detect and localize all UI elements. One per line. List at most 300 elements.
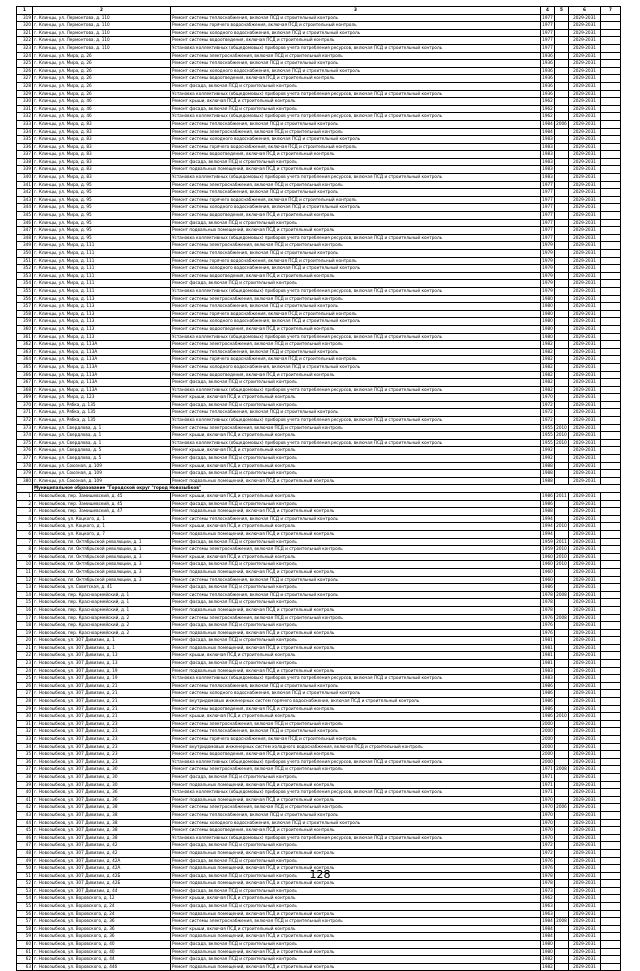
table-row — [17, 857, 621, 865]
cell-address: г. Новозыбков, ул. 307 Дивизии, д. 23 — [33, 736, 171, 744]
cell-work-type: Ремонт подвальных помещений, включая ПСД и строительный контроль — [171, 606, 541, 614]
cell-address: г. Новозыбков, ул. 307 Дивизии, д. 30 — [33, 781, 171, 789]
table-row — [17, 713, 621, 721]
table-row — [17, 948, 621, 956]
cell-row-number: 60 — [17, 941, 33, 949]
cell-work-type: Ремонт фасада, включая ПСД и строительный контроль — [171, 219, 541, 227]
cell-period: 2029-2031 — [569, 394, 601, 402]
table-row — [17, 667, 621, 675]
cell-period: 2029-2031 — [569, 386, 601, 394]
table-row — [17, 29, 621, 37]
table-row — [17, 44, 621, 52]
cell-year-renovated — [555, 629, 569, 637]
cell-row-number: 61 — [17, 948, 33, 956]
cell-year-built: 1936 — [541, 52, 555, 60]
table-row — [17, 477, 621, 485]
cell-address: г. Новозыбков, ул. Советская, д. 41 — [33, 584, 171, 592]
cell-note — [601, 622, 621, 630]
cell-year-built: 1977 — [541, 196, 555, 204]
cell-period: 2029-2031 — [569, 682, 601, 690]
cell-address: г. Клинцы, ул. Мира, д. 95 — [33, 219, 171, 227]
cell-work-type: Установка коллективных (общедомовых) приборов учета потребления ресурсов, включая ПСД и строительный контроль — [171, 234, 541, 242]
table-row — [17, 614, 621, 622]
cell-year-built: 1979 — [541, 250, 555, 258]
cell-work-type: Ремонт системы холодного водоснабжения, включая ПСД и строительный контроль — [171, 265, 541, 273]
cell-row-number: 19 — [17, 629, 33, 637]
cell-note — [601, 250, 621, 258]
table-row — [17, 204, 621, 212]
cell-work-type: Ремонт подвальных помещений, включая ПСД и строительный контроль — [171, 530, 541, 538]
cell-period: 2029-2031 — [569, 82, 601, 90]
cell-note — [601, 272, 621, 280]
cell-row-number: 341 — [17, 181, 33, 189]
cell-year-renovated — [555, 736, 569, 744]
cell-row-number: 374 — [17, 432, 33, 440]
cell-address: г. Клинцы, ул. Лермонтова, д. 110 — [33, 37, 171, 45]
table-row — [17, 827, 621, 835]
cell-year-renovated — [555, 143, 569, 151]
cell-work-type: Ремонт фасада, включая ПСД и строительный контроль — [171, 105, 541, 113]
cell-address: г. Новозыбков, ул. Воровского, д. 24 — [33, 903, 171, 911]
cell-period: 2029-2031 — [569, 439, 601, 447]
cell-address: г. Клинцы, ул. Мира, д. 111 — [33, 257, 171, 265]
cell-year-renovated — [555, 287, 569, 295]
cell-work-type: Установка коллективных (общедомовых) приборов учета потребления ресурсов, включая ПСД и строительный контроль — [171, 113, 541, 121]
table-row — [17, 22, 621, 30]
cell-row-number: 364 — [17, 356, 33, 364]
cell-note — [601, 948, 621, 956]
cell-note — [601, 956, 621, 964]
cell-note — [601, 325, 621, 333]
cell-row-number: 12 — [17, 576, 33, 584]
cell-work-type: Установка коллективных (общедомовых) приборов учета потребления ресурсов, включая ПСД и строительный контроль — [171, 287, 541, 295]
cell-note — [601, 546, 621, 554]
cell-work-type: Ремонт системы электроснабжения, включая ПСД и строительный контроль — [171, 181, 541, 189]
cell-year-renovated: 2006 — [555, 120, 569, 128]
cell-work-type: Ремонт фасада, включая ПСД и строительный контроль — [171, 379, 541, 387]
cell-work-type: Установка коллективных (общедомовых) приборов учета потребления ресурсов, включая ПСД и строительный контроль — [171, 834, 541, 842]
cell-period: 2029-2031 — [569, 318, 601, 326]
cell-period: 2029-2031 — [569, 941, 601, 949]
cell-year-renovated — [555, 250, 569, 258]
cell-period: 2029-2031 — [569, 325, 601, 333]
cell-work-type: Ремонт подвальных помещений, включая ПСД и строительный контроль — [171, 948, 541, 956]
cell-work-type: Ремонт подвальных помещений, включая ПСД и строительный контроль — [171, 963, 541, 971]
cell-row-number: 321 — [17, 29, 33, 37]
cell-note — [601, 394, 621, 402]
cell-address: г. Клинцы, ул. Мира, д. 113А — [33, 341, 171, 349]
cell-address: г. Новозыбков, ул. Воровского, д. 44 — [33, 956, 171, 964]
cell-address: г. Новозыбков, ул. Воровского, д. 40 — [33, 941, 171, 949]
cell-note — [601, 933, 621, 941]
cell-work-type: Ремонт подвальных помещений, включая ПСД и строительный контроль — [171, 477, 541, 485]
cell-row-number: 25 — [17, 675, 33, 683]
cell-row-number: 43 — [17, 811, 33, 819]
cell-row-number: 59 — [17, 933, 33, 941]
cell-work-type: Ремонт системы теплоснабжения, включая ПСД и строительный контроль — [171, 811, 541, 819]
cell-year-built: 1977 — [541, 181, 555, 189]
cell-work-type: Ремонт системы горячего водоснабжения, включая ПСД и строительный контроль — [171, 736, 541, 744]
cell-note — [601, 728, 621, 736]
cell-row-number: 58 — [17, 925, 33, 933]
cell-note — [601, 417, 621, 425]
cell-note — [601, 189, 621, 197]
cell-period: 2029-2031 — [569, 432, 601, 440]
cell-note — [601, 698, 621, 706]
header-row — [17, 7, 621, 15]
cell-year-renovated: 2010 — [555, 553, 569, 561]
cell-work-type: Ремонт внутридомовых инженерных систем холодного водоснабжения, включая ПСД и строительный контроль — [171, 743, 541, 751]
cell-year-built: 1988 — [541, 477, 555, 485]
cell-period: 2029-2031 — [569, 705, 601, 713]
cell-row-number: 377 — [17, 455, 33, 463]
cell-year-renovated — [555, 819, 569, 827]
cell-work-type: Ремонт системы электроснабжения, включая ПСД и строительный контроль — [171, 341, 541, 349]
cell-row-number: 324 — [17, 52, 33, 60]
table-row — [17, 75, 621, 83]
cell-period: 2029-2031 — [569, 789, 601, 797]
cell-note — [601, 242, 621, 250]
cell-note — [601, 538, 621, 546]
cell-row-number: 349 — [17, 242, 33, 250]
cell-year-renovated — [555, 37, 569, 45]
table-row — [17, 561, 621, 569]
cell-note — [601, 637, 621, 645]
cell-year-renovated — [555, 743, 569, 751]
table-row — [17, 212, 621, 220]
cell-address: г. Новозыбков, пер. Красноармейский, д. 1 — [33, 606, 171, 614]
cell-year-built: 1986 — [541, 682, 555, 690]
table-row — [17, 82, 621, 90]
cell-year-built: 1979 — [541, 287, 555, 295]
table-row — [17, 447, 621, 455]
cell-address: г. Новозыбков, пер. Красноармейский, д. 1 — [33, 591, 171, 599]
cell-work-type: Ремонт системы электроснабжения, включая ПСД и строительный контроль — [171, 424, 541, 432]
cell-note — [601, 743, 621, 751]
cell-year-renovated — [555, 508, 569, 516]
cell-year-built: 1977 — [541, 212, 555, 220]
cell-row-number: 30 — [17, 713, 33, 721]
header-cell: 6 — [569, 7, 601, 15]
cell-note — [601, 90, 621, 98]
cell-row-number: 361 — [17, 333, 33, 341]
cell-note — [601, 105, 621, 113]
cell-work-type: Ремонт подвальных помещений, включая ПСД и строительный контроль — [171, 796, 541, 804]
cell-period: 2029-2031 — [569, 424, 601, 432]
cell-year-renovated — [555, 113, 569, 121]
cell-year-renovated — [555, 401, 569, 409]
cell-period: 2029-2031 — [569, 287, 601, 295]
table-row — [17, 781, 621, 789]
cell-year-renovated — [555, 599, 569, 607]
cell-note — [601, 52, 621, 60]
cell-year-built: 1963 — [541, 910, 555, 918]
cell-year-renovated: 2010 — [555, 424, 569, 432]
cell-year-renovated — [555, 29, 569, 37]
cell-address: г. Новозыбков, ул. Воровского, д. 24 — [33, 910, 171, 918]
cell-period: 2029-2031 — [569, 728, 601, 736]
cell-year-built: 1980 — [541, 325, 555, 333]
cell-year-built: 1955 — [541, 439, 555, 447]
table-row — [17, 910, 621, 918]
cell-address: г. Клинцы, ул. Мира, д. 113 — [33, 303, 171, 311]
cell-address: г. Новозыбков, ул. 307 Дивизии, д. 23 — [33, 751, 171, 759]
cell-note — [601, 143, 621, 151]
cell-address: г. Клинцы, ул. Мира, д. 111 — [33, 250, 171, 258]
cell-period: 2029-2031 — [569, 417, 601, 425]
cell-address: г. Клинцы, ул. Свердлова, д. 1 — [33, 432, 171, 440]
cell-work-type: Установка коллективных (общедомовых) приборов учета потребления ресурсов, включая ПСД и строительный контроль — [171, 44, 541, 52]
cell-year-built: 1983 — [541, 675, 555, 683]
cell-row-number: 26 — [17, 682, 33, 690]
cell-address: г. Клинцы, ул. Мира, д. 111 — [33, 287, 171, 295]
cell-row-number: 20 — [17, 637, 33, 645]
cell-year-renovated — [555, 470, 569, 478]
cell-address: г. Клинцы, ул. Мира, д. 46 — [33, 113, 171, 121]
cell-work-type: Ремонт фасада, включая ПСД и строительный контроль — [171, 280, 541, 288]
cell-period: 2029-2031 — [569, 591, 601, 599]
cell-note — [601, 166, 621, 174]
cell-row-number: 41 — [17, 796, 33, 804]
cell-period: 2029-2031 — [569, 44, 601, 52]
cell-period: 2029-2031 — [569, 781, 601, 789]
table-row — [17, 553, 621, 561]
table-row — [17, 143, 621, 151]
cell-year-renovated — [555, 728, 569, 736]
cell-year-renovated — [555, 834, 569, 842]
cell-row-number: 355 — [17, 287, 33, 295]
cell-period: 2029-2031 — [569, 158, 601, 166]
cell-address: г. Новозыбков, пер. Красноармейский, д. 2 — [33, 622, 171, 630]
cell-address: г. Новозыбков, ул. Воровского, д. 12 — [33, 895, 171, 903]
cell-work-type: Ремонт системы теплоснабжения, включая ПСД и строительный контроль — [171, 348, 541, 356]
table-row — [17, 842, 621, 850]
cell-note — [601, 781, 621, 789]
cell-year-renovated — [555, 204, 569, 212]
cell-row-number: 42 — [17, 804, 33, 812]
cell-note — [601, 834, 621, 842]
cell-year-built: 1960 — [541, 561, 555, 569]
cell-work-type: Ремонт подвальных помещений, включая ПСД и строительный контроль — [171, 781, 541, 789]
table-row — [17, 325, 621, 333]
table-row — [17, 804, 621, 812]
cell-address: г. Новозыбков, ул. 307 Дивизии, д. 42Б — [33, 880, 171, 888]
table-row — [17, 736, 621, 744]
cell-period: 2029-2031 — [569, 690, 601, 698]
table-row — [17, 120, 621, 128]
cell-year-built: 1981 — [541, 644, 555, 652]
cell-row-number: 32 — [17, 728, 33, 736]
cell-work-type: Установка коллективных (общедомовых) приборов учета потребления ресурсов, включая ПСД и строительный контроль — [171, 174, 541, 182]
cell-work-type: Ремонт фасада, включая ПСД и строительный контроль — [171, 956, 541, 964]
cell-address: г. Клинцы, ул. Мира, д. 26 — [33, 75, 171, 83]
cell-year-built: 1982 — [541, 956, 555, 964]
cell-year-renovated — [555, 151, 569, 159]
cell-year-built: 1988 — [541, 462, 555, 470]
table-row — [17, 196, 621, 204]
cell-year-built: 1970 — [541, 394, 555, 402]
cell-year-built: 1994 — [541, 515, 555, 523]
cell-work-type: Ремонт системы электроснабжения, включая ПСД и строительный контроль — [171, 804, 541, 812]
table-row — [17, 287, 621, 295]
cell-address: г. Клинцы, ул. Союзная, д. 109 — [33, 462, 171, 470]
cell-year-renovated — [555, 773, 569, 781]
table-row — [17, 682, 621, 690]
cell-address: г. Клинцы, ул. Мира, д. 113 — [33, 333, 171, 341]
cell-note — [601, 530, 621, 538]
cell-note — [601, 561, 621, 569]
cell-address: г. Клинцы, ул. Мира, д. 46 — [33, 98, 171, 106]
table-row — [17, 470, 621, 478]
cell-year-built: 1972 — [541, 409, 555, 417]
table-row — [17, 462, 621, 470]
cell-period: 2029-2031 — [569, 568, 601, 576]
cell-address: г. Новозыбков, ул. 307 Дивизии, д. 38 — [33, 834, 171, 842]
cell-year-built: 1976 — [541, 622, 555, 630]
cell-address: г. Клинцы, ул. Мира, д. 26 — [33, 82, 171, 90]
cell-note — [601, 644, 621, 652]
cell-work-type: Ремонт крыши, включая ПСД и строительный контроль — [171, 523, 541, 531]
cell-period: 2029-2031 — [569, 758, 601, 766]
cell-address: г. Новозыбков, ул. 307 Дивизии, д. 42А — [33, 857, 171, 865]
cell-work-type: Ремонт подвальных помещений, включая ПСД и строительный контроль — [171, 849, 541, 857]
cell-row-number: 3 — [17, 508, 33, 516]
cell-year-renovated — [555, 751, 569, 759]
cell-year-renovated — [555, 318, 569, 326]
cell-year-built: 1955 — [541, 432, 555, 440]
cell-note — [601, 348, 621, 356]
cell-year-renovated — [555, 455, 569, 463]
cell-address: г. Клинцы, ул. Мира, д. 46 — [33, 105, 171, 113]
cell-work-type: Ремонт системы горячего водоснабжения, включая ПСД и строительный контроль — [171, 310, 541, 318]
cell-period: 2029-2031 — [569, 67, 601, 75]
cell-address: г. Клинцы, ул. Мира, д. 26 — [33, 90, 171, 98]
table-row — [17, 789, 621, 797]
cell-year-built: 1981 — [541, 660, 555, 668]
cell-address: г. Клинцы, ул. Союзная, д. 109 — [33, 470, 171, 478]
cell-period: 2029-2031 — [569, 310, 601, 318]
cell-period: 2029-2031 — [569, 477, 601, 485]
cell-note — [601, 432, 621, 440]
table-row — [17, 371, 621, 379]
cell-row-number: 328 — [17, 82, 33, 90]
cell-work-type: Ремонт системы теплоснабжения, включая ПСД и строительный контроль — [171, 576, 541, 584]
cell-row-number: 57 — [17, 918, 33, 926]
cell-year-renovated — [555, 690, 569, 698]
table-row — [17, 189, 621, 197]
cell-year-built: 1962 — [541, 895, 555, 903]
cell-year-built: 1992 — [541, 455, 555, 463]
table-row — [17, 834, 621, 842]
cell-period: 2029-2031 — [569, 538, 601, 546]
cell-year-renovated — [555, 637, 569, 645]
cell-year-renovated — [555, 849, 569, 857]
cell-year-renovated — [555, 310, 569, 318]
cell-note — [601, 234, 621, 242]
cell-year-renovated — [555, 910, 569, 918]
cell-row-number: 326 — [17, 67, 33, 75]
cell-period: 2029-2031 — [569, 356, 601, 364]
cell-year-renovated — [555, 933, 569, 941]
cell-year-renovated — [555, 333, 569, 341]
cell-year-renovated — [555, 842, 569, 850]
cell-work-type: Ремонт подвальных помещений, включая ПСД и строительный контроль — [171, 667, 541, 675]
cell-period: 2029-2031 — [569, 379, 601, 387]
cell-work-type: Ремонт подвальных помещений, включая ПСД и строительный контроль — [171, 568, 541, 576]
cell-period: 2029-2031 — [569, 455, 601, 463]
cell-year-built: 1984 — [541, 925, 555, 933]
cell-period: 2029-2031 — [569, 561, 601, 569]
cell-row-number: 13 — [17, 584, 33, 592]
cell-work-type: Ремонт крыши, включая ПСД и строительный контроль — [171, 432, 541, 440]
cell-row-number: 333 — [17, 120, 33, 128]
cell-period: 2029-2031 — [569, 546, 601, 554]
table-row — [17, 546, 621, 554]
cell-year-built: 1977 — [541, 22, 555, 30]
cell-note — [601, 508, 621, 516]
cell-period: 2029-2031 — [569, 910, 601, 918]
cell-address: г. Новозыбков, ул. 307 Дивизии, д. 38 — [33, 804, 171, 812]
cell-address: г. Новозыбков, ул. 307 Дивизии, д. 38 — [33, 827, 171, 835]
cell-period: 2029-2031 — [569, 219, 601, 227]
cell-note — [601, 591, 621, 599]
cell-year-renovated — [555, 325, 569, 333]
cell-year-renovated — [555, 166, 569, 174]
cell-row-number: 367 — [17, 379, 33, 387]
table-row — [17, 591, 621, 599]
cell-note — [601, 895, 621, 903]
cell-row-number: 23 — [17, 660, 33, 668]
cell-address: г. Новозыбков, ул. 307 Дивизии, д. 21 — [33, 682, 171, 690]
table-row — [17, 310, 621, 318]
table-row — [17, 303, 621, 311]
cell-period: 2029-2031 — [569, 660, 601, 668]
cell-row-number: 31 — [17, 720, 33, 728]
cell-work-type: Ремонт системы водоотведения, включая ПСД и строительный контроль — [171, 325, 541, 333]
cell-note — [601, 675, 621, 683]
cell-year-renovated — [555, 622, 569, 630]
table-row — [17, 493, 621, 501]
cell-row-number: 347 — [17, 227, 33, 235]
cell-year-renovated — [555, 341, 569, 349]
cell-year-renovated — [555, 887, 569, 895]
cell-period: 2029-2031 — [569, 227, 601, 235]
cell-address: г. Новозыбков, ул. Коцкого, д. 7 — [33, 530, 171, 538]
cell-year-renovated: 2011 — [555, 538, 569, 546]
cell-note — [601, 903, 621, 911]
table-row — [17, 796, 621, 804]
cell-period: 2029-2031 — [569, 128, 601, 136]
cell-address: г. Клинцы, ул. Союзная, д. 109 — [33, 477, 171, 485]
table-row — [17, 743, 621, 751]
cell-note — [601, 424, 621, 432]
cell-note — [601, 842, 621, 850]
cell-work-type: Ремонт системы водоотведения, включая ПСД и строительный контроль — [171, 272, 541, 280]
cell-year-renovated — [555, 90, 569, 98]
cell-year-built: 1970 — [541, 819, 555, 827]
cell-period: 2029-2031 — [569, 470, 601, 478]
cell-note — [601, 204, 621, 212]
cell-period: 2029-2031 — [569, 75, 601, 83]
cell-year-renovated — [555, 675, 569, 683]
cell-address: г. Клинцы, ул. Мира, д. 113 — [33, 310, 171, 318]
cell-row-number: 5 — [17, 523, 33, 531]
cell-period: 2029-2031 — [569, 515, 601, 523]
table-row — [17, 60, 621, 68]
cell-row-number: 368 — [17, 386, 33, 394]
table-row — [17, 660, 621, 668]
cell-row-number: 50 — [17, 865, 33, 873]
